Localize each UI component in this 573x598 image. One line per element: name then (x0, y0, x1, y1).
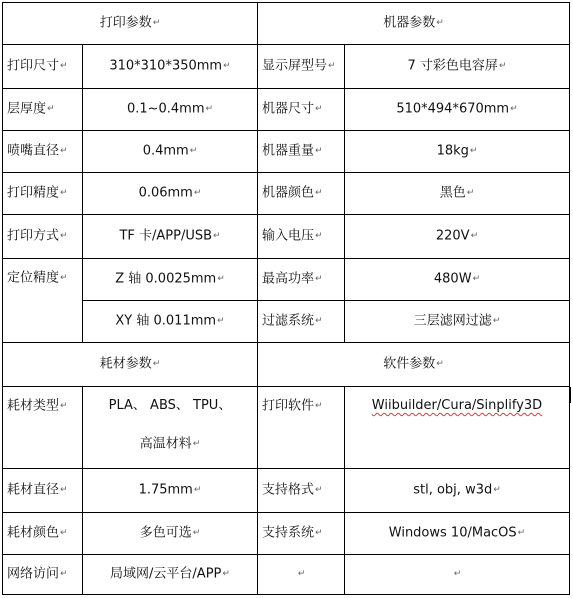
layer-label: 层厚度 (7, 101, 47, 117)
label-cell (3, 387, 83, 469)
print-mode-label: 打印方式 (7, 228, 60, 244)
value-cell (345, 89, 570, 131)
paragraph-mark-icon: ↵ (315, 485, 323, 496)
paragraph-mark-icon: ↵ (517, 528, 526, 539)
label-cell (3, 131, 83, 173)
paragraph-mark-icon: ↵ (493, 485, 501, 496)
material-diameter-value: 1.75mm (138, 482, 193, 498)
table-row (3, 215, 570, 259)
value-cell (345, 301, 570, 343)
value-cell (83, 301, 258, 343)
section-header-material (3, 343, 258, 387)
precision-label: 打印精度 (7, 185, 60, 201)
paragraph-mark-icon: ↵ (328, 61, 336, 72)
value-cell (83, 215, 258, 259)
table-row (3, 131, 570, 173)
label-cell (3, 259, 83, 343)
paragraph-mark-icon: ↵ (217, 316, 225, 327)
empty-cell (258, 555, 345, 595)
network-label: 网络访问 (7, 566, 60, 582)
paragraph-mark-icon: ↵ (315, 231, 323, 242)
format-label: 支持格式 (262, 482, 315, 498)
material-color-label: 耗材颜色 (7, 525, 60, 541)
section-title: 耗材参数 (99, 356, 152, 372)
paragraph-mark-icon: ↵ (472, 274, 481, 285)
paragraph-mark-icon: ↵ (60, 231, 68, 242)
system-value: Windows 10/MacOS (388, 525, 517, 541)
table-row (3, 387, 570, 469)
section-header-software (258, 343, 570, 387)
value-cell (83, 89, 258, 131)
machine-size-label: 机器尺寸 (262, 101, 315, 117)
paragraph-mark-icon: ↵ (205, 104, 214, 115)
value-cell (83, 45, 258, 89)
paragraph-mark-icon: ↵ (498, 61, 507, 72)
paragraph-mark-icon: ↵ (60, 485, 68, 496)
table-row (3, 89, 570, 131)
layer-value: 0.1~0.4mm (126, 101, 205, 117)
paragraph-mark-icon: ↵ (453, 569, 462, 580)
paragraph-mark-icon: ↵ (60, 61, 68, 72)
material-type-value: PLA、 ABS、 TPU、高温材料 (108, 398, 232, 452)
paragraph-mark-icon: ↵ (492, 316, 501, 327)
value-cell (345, 469, 570, 513)
section-title: 软件参数 (383, 356, 436, 372)
label-cell (258, 215, 345, 259)
table-row (3, 45, 570, 89)
value-cell (83, 555, 258, 595)
value-cell (83, 387, 258, 469)
label-cell (258, 301, 345, 343)
paragraph-mark-icon: ↵ (60, 569, 68, 580)
voltage-value: 220V (435, 228, 470, 244)
label-cell (3, 45, 83, 89)
paragraph-mark-icon: ↵ (436, 18, 444, 29)
value-cell (83, 259, 258, 301)
label-cell (3, 89, 83, 131)
paragraph-mark-icon: ↵ (222, 569, 230, 580)
value-cell (345, 259, 570, 301)
label-cell (3, 513, 83, 555)
power-label: 最高功率 (262, 271, 315, 287)
value-cell (345, 387, 570, 469)
slicer-label: 打印软件 (262, 398, 315, 414)
paragraph-mark-icon: ↵ (60, 273, 68, 283)
table-row (3, 259, 570, 301)
paragraph-mark-icon: ↵ (193, 485, 202, 496)
print-size-value: 310*310*350mm (109, 58, 223, 74)
paragraph-mark-icon: ↵ (60, 528, 68, 539)
paragraph-mark-icon: ↵ (193, 188, 202, 199)
paragraph-mark-icon: ↵ (152, 359, 161, 370)
weight-value: 18kg (436, 143, 469, 159)
filter-value: 三层滤网过滤 (413, 313, 492, 329)
positioning-label: 定位精度 (7, 270, 60, 286)
screen-value: 7 寸彩色电容屏 (407, 58, 498, 74)
nozzle-label: 喷嘴直径 (7, 143, 60, 159)
print-mode-value: TF 卡/APP/USB (119, 228, 213, 244)
machine-color-label: 机器颜色 (262, 185, 315, 201)
weight-label: 机器重量 (262, 143, 315, 159)
paragraph-mark-icon: ↵ (60, 188, 68, 199)
value-cell (83, 173, 258, 215)
positioning-xy-value: XY 轴 0.011mm (115, 313, 217, 329)
section-title: 机器参数 (383, 15, 436, 31)
material-color-value: 多色可选 (139, 525, 192, 541)
paragraph-mark-icon: ↵ (315, 401, 323, 411)
network-value: 局域网/云平台/APP (110, 566, 222, 582)
label-cell (258, 469, 345, 513)
paragraph-mark-icon: ↵ (315, 104, 323, 115)
format-value: stl, obj, w3d (413, 482, 493, 498)
paragraph-mark-icon: ↵ (223, 61, 231, 72)
paragraph-mark-icon: ↵ (315, 274, 323, 285)
paragraph-mark-icon: ↵ (315, 188, 323, 199)
paragraph-mark-icon: ↵ (470, 231, 479, 242)
voltage-label: 输入电压 (262, 228, 315, 244)
print-size-label: 打印尺寸 (7, 58, 60, 74)
screen-label: 显示屏型号 (262, 58, 328, 74)
paragraph-mark-icon: ↵ (315, 528, 323, 539)
value-cell (83, 469, 258, 513)
machine-size-value: 510*494*670mm (396, 101, 510, 117)
label-cell (3, 555, 83, 595)
paragraph-mark-icon: ↵ (213, 231, 221, 242)
machine-color-value: 黑色 (439, 185, 466, 201)
value-cell (345, 173, 570, 215)
label-cell (258, 45, 345, 89)
power-value: 480W (433, 271, 472, 287)
table-row (3, 513, 570, 555)
nozzle-value: 0.4mm (142, 143, 189, 159)
paragraph-mark-icon: ↵ (217, 274, 225, 285)
label-cell (258, 259, 345, 301)
paragraph-mark-icon: ↵ (192, 528, 201, 539)
system-label: 支持系统 (262, 525, 315, 541)
label-cell (3, 173, 83, 215)
label-cell (258, 131, 345, 173)
value-cell (345, 513, 570, 555)
table-row (3, 555, 570, 595)
paragraph-mark-icon: ↵ (47, 104, 55, 115)
value-cell (83, 131, 258, 173)
table-row (3, 301, 570, 343)
filter-label: 过滤系统 (262, 313, 315, 329)
material-type-label: 耗材类型 (7, 398, 60, 414)
paragraph-mark-icon: ↵ (315, 316, 323, 327)
paragraph-mark-icon: ↵ (60, 146, 68, 157)
table-row (3, 469, 570, 513)
paragraph-mark-icon: ↵ (510, 104, 518, 115)
table-row (3, 343, 570, 387)
material-diameter-label: 耗材直径 (7, 482, 60, 498)
paragraph-mark-icon: ↵ (152, 18, 161, 29)
empty-cell (345, 555, 570, 595)
label-cell (3, 215, 83, 259)
label-cell (258, 173, 345, 215)
value-cell (83, 513, 258, 555)
paragraph-mark-icon: ↵ (192, 439, 201, 449)
label-cell (258, 89, 345, 131)
value-cell (345, 45, 570, 89)
label-cell (258, 387, 345, 469)
section-header-print (3, 3, 258, 45)
spec-table (2, 2, 570, 595)
value-cell (345, 131, 570, 173)
slicer-value: Wiibuilder/Cura/Sinplify3D (371, 398, 543, 413)
table-row (3, 3, 570, 45)
label-cell (258, 513, 345, 555)
paragraph-mark-icon: ↵ (189, 146, 198, 157)
paragraph-mark-icon: ↵ (60, 401, 68, 411)
section-header-machine (258, 3, 570, 45)
positioning-z-value: Z 轴 0.0025mm (115, 271, 217, 287)
paragraph-mark-icon: ↵ (315, 146, 323, 157)
value-cell (345, 215, 570, 259)
label-cell (3, 469, 83, 513)
paragraph-mark-icon: ↵ (436, 359, 444, 370)
paragraph-mark-icon: ↵ (466, 188, 475, 199)
paragraph-mark-icon: ↵ (469, 146, 478, 157)
section-title: 打印参数 (99, 15, 152, 31)
precision-value: 0.06mm (138, 185, 193, 201)
paragraph-mark-icon: ↵ (297, 569, 306, 580)
table-row (3, 173, 570, 215)
text-cursor (570, 387, 571, 403)
